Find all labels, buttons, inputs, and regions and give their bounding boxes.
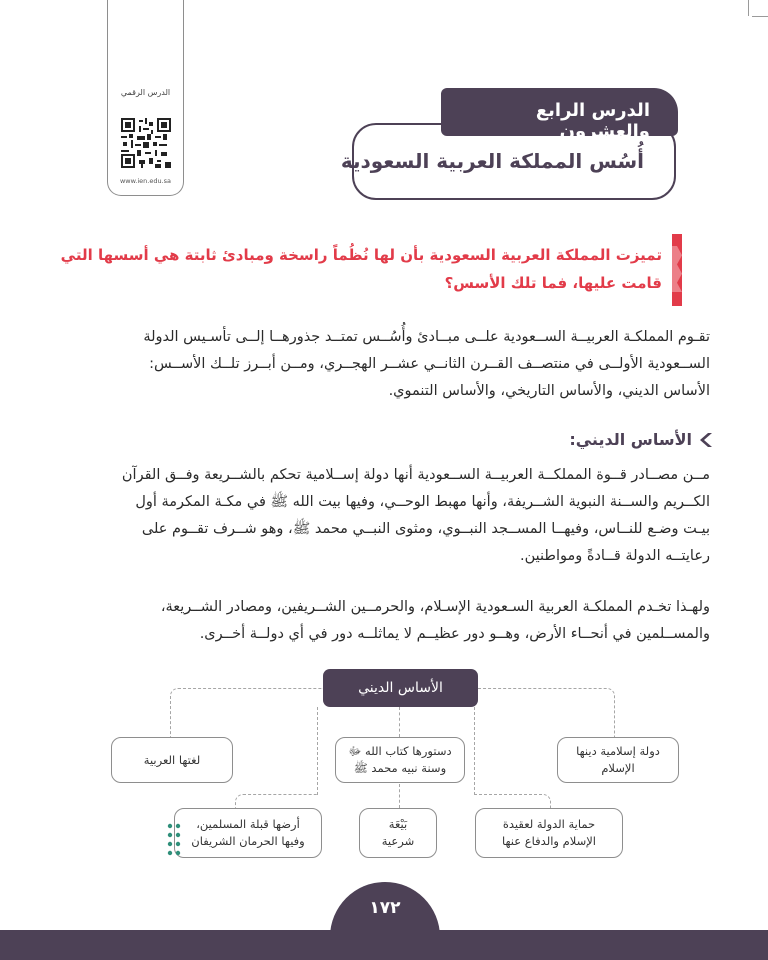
page-number: ١٧٢ [369, 898, 401, 918]
node-line: بَيْعَة [388, 817, 408, 831]
paragraph-service [58, 594, 710, 648]
connector [399, 707, 400, 737]
node-line: وفيها الحرمان الشريفان [191, 834, 305, 848]
node-line: دولة إسلامية دينها [576, 744, 660, 758]
lesson-number-ribbon [441, 88, 678, 142]
paragraph-religious [58, 462, 710, 570]
digital-lesson-card[interactable] [107, 0, 184, 196]
text-line: مــن مصــادر قــوة المملكــة العربيــة الســعودية أنها دولة إســلامية تحكم بالشــريعة وفــق القرآن [121, 467, 710, 483]
node-line: وسنة نبيه محمد ﷺ [353, 761, 447, 775]
connector [235, 794, 318, 809]
connector [317, 707, 318, 795]
diagram-node [359, 808, 437, 858]
decorative-dots-icon [166, 822, 186, 858]
connector [170, 688, 324, 739]
diagram-node [111, 737, 233, 783]
connector [478, 688, 615, 739]
qr-code-icon[interactable] [121, 118, 171, 168]
text-line: الأساس الديني، والأساس التاريخي، والأساس التنموي. [388, 383, 710, 399]
lesson-title: أُسُس المملكة العربية السعودية [340, 149, 644, 173]
crop-mark [752, 16, 768, 17]
intro-line: قامت عليها، فما تلك الأسس؟ [444, 274, 662, 292]
node-line: لغتها العربية [143, 752, 201, 767]
text-line: تقـوم المملكـة العربيــة الســعودية علــى مبــادئ وأُسُــس تمتــد جذورهــا إلــى تأسـيس الدولة [143, 329, 710, 345]
node-line: أرضها قبلة المسلمين، [196, 817, 300, 831]
intro-accent-bar [672, 234, 682, 306]
lesson-number-label: الدرس الرابع والعشرون [535, 100, 650, 142]
diagram-node [557, 737, 679, 783]
intro-line: تميزت المملكة العربية السعودية بأن لها نُظُماً راسخة ومبادئ ثابتة هي أسسها التي [60, 246, 662, 264]
diagram-node [174, 808, 322, 858]
website-url[interactable]: www.ien.edu.sa [119, 177, 172, 185]
diagram-root: الأساس الديني [323, 669, 478, 707]
section-heading-label: الأساس الديني: [569, 430, 692, 449]
crop-mark [748, 0, 749, 16]
text-line: الســعودية الأولــى في منتصــف القــرن الثانــي عشــر الهجــري، ومــن أبــرز تلــك الأســس: [149, 356, 710, 372]
node-line: شرعية [381, 834, 415, 848]
connector [399, 784, 400, 808]
text-line: رعايتــه الدولة قــادةً ومواطنين. [520, 548, 710, 564]
text-line: بيـت وضـع للنــاس، وفيهــا المســجد النبــوي، ومثوى النبــي محمد ﷺ، وهو شــرف تقــوم على [141, 521, 710, 537]
node-line: دستورها كتاب الله ﷻ [348, 744, 452, 758]
double-chevron-icon [698, 433, 712, 447]
node-line: الإسلام [601, 761, 635, 775]
text-line: ولهـذا تخـدم المملكـة العربية السـعودية الإسـلام، والحرمــين الشــريفين، ومصادر الشــريعة، [160, 599, 710, 615]
connector [474, 707, 475, 795]
node-line: الإسلام والدفاع عنها [502, 834, 596, 848]
diagram-node [475, 808, 623, 858]
section-heading [569, 430, 712, 449]
footer-bar [0, 930, 768, 960]
node-line: حماية الدولة لعقيدة [502, 817, 596, 831]
text-line: الكــريم والســنة النبوية الشــريفة، وأنها مهبط الوحــي، وفيها بيت الله ﷺ في مكـة المكرمة أول [135, 494, 710, 510]
connector [474, 794, 551, 809]
digital-lesson-label: الدرس الرقمي [120, 88, 171, 97]
paragraph-foundations [58, 324, 710, 405]
text-line: والمســلمين في أنحــاء الأرض، وهــو دور عظيــم لا يماثلــه دور في أي دولــة أخــرى. [199, 626, 710, 642]
diagram-node [335, 737, 465, 783]
